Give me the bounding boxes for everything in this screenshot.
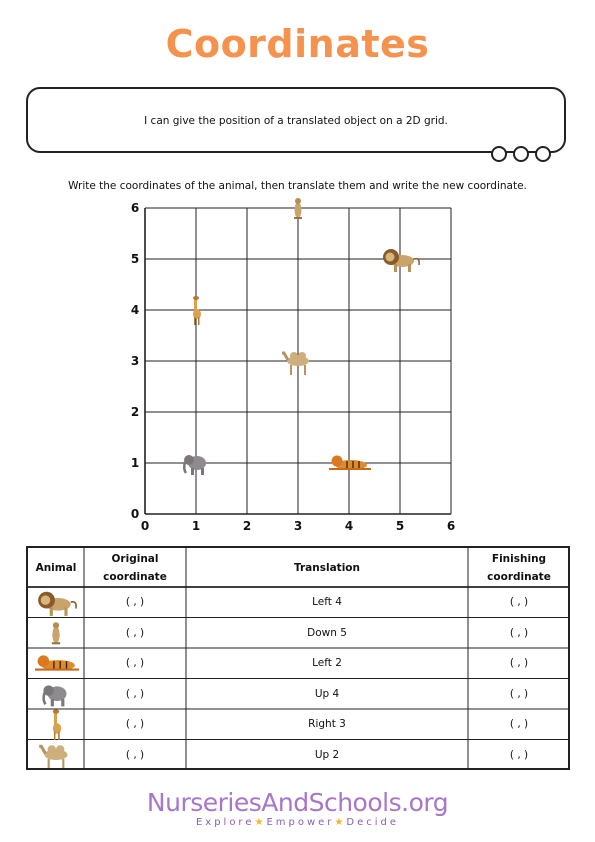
star-icon: ★ (254, 817, 267, 828)
x-tick-label: 6 (446, 519, 456, 533)
finishing-coordinate-blank: ( , ) (509, 657, 529, 669)
tagline-empower: Empower (266, 817, 335, 828)
brand-logo (0, 788, 595, 828)
brand-tagline (0, 817, 595, 828)
finishing-coordinate-blank: ( , ) (509, 748, 529, 761)
tagline-explore: Explore (195, 817, 255, 828)
original-coordinate-blank: ( , ) (125, 718, 145, 730)
tiger-icon (35, 655, 79, 670)
translation-instruction: Up 4 (314, 687, 340, 700)
finishing-coordinate-blank: ( , ) (509, 626, 529, 639)
coordinates-table (26, 546, 570, 770)
elephant-icon (43, 685, 66, 706)
camel-icon (39, 745, 67, 768)
y-tick-label: 5 (130, 252, 140, 266)
meerkat-icon (52, 622, 60, 644)
x-tick-label: 2 (242, 519, 252, 533)
y-tick-label: 2 (130, 405, 140, 419)
x-tick-label: 3 (293, 519, 303, 533)
y-tick-label: 4 (130, 303, 140, 317)
original-coordinate-blank: ( , ) (125, 748, 145, 761)
finishing-coordinate-blank: ( , ) (509, 718, 529, 730)
y-tick-label: 6 (130, 201, 140, 215)
x-tick-label: 5 (395, 519, 405, 533)
translation-instruction: Left 4 (312, 596, 342, 608)
y-tick-label: 0 (130, 507, 140, 521)
original-coordinate-blank: ( , ) (125, 626, 145, 639)
translation-instruction: Up 2 (314, 748, 340, 761)
y-tick-label: 3 (130, 354, 140, 368)
finishing-coordinate-blank: ( , ) (509, 687, 529, 700)
header-translation: Translation (294, 562, 360, 574)
giraffe-icon (53, 710, 61, 740)
original-coordinate-blank: ( , ) (125, 687, 145, 700)
instruction-text: Write the coordinates of the animal, then translate them and write the new coordinate. (68, 180, 527, 192)
giraffe-icon (193, 296, 201, 325)
header-original-line2: coordinate (103, 571, 167, 583)
learning-objective-text: I can give the position of a translated object on a 2D grid. (144, 115, 448, 127)
brand-name: NurseriesAndSchools.org (146, 788, 449, 817)
page-title: Coordinates (165, 22, 430, 66)
camel-icon (282, 352, 309, 375)
meerkat-icon (294, 198, 302, 219)
elephant-icon (184, 455, 206, 475)
x-tick-label: 0 (140, 519, 150, 533)
lion-icon (38, 592, 76, 616)
tiger-icon (329, 456, 371, 471)
star-icon: ★ (334, 817, 347, 828)
translation-instruction: Left 2 (312, 657, 342, 669)
original-coordinate-blank: ( , ) (125, 657, 145, 669)
finishing-coordinate-blank: ( , ) (509, 596, 529, 608)
lion-icon (383, 249, 419, 272)
x-tick-label: 1 (191, 519, 201, 533)
header-finishing-line2: coordinate (487, 571, 551, 583)
header-animal: Animal (35, 562, 77, 574)
header-original-line1: Original (111, 553, 159, 565)
x-tick-label: 4 (344, 519, 354, 533)
original-coordinate-blank: ( , ) (125, 596, 145, 608)
translation-instruction: Right 3 (308, 718, 346, 730)
header-finishing-line1: Finishing (491, 553, 547, 565)
y-tick-label: 1 (130, 456, 140, 470)
translation-instruction: Down 5 (307, 626, 347, 639)
tagline-decide: Decide (346, 817, 400, 828)
